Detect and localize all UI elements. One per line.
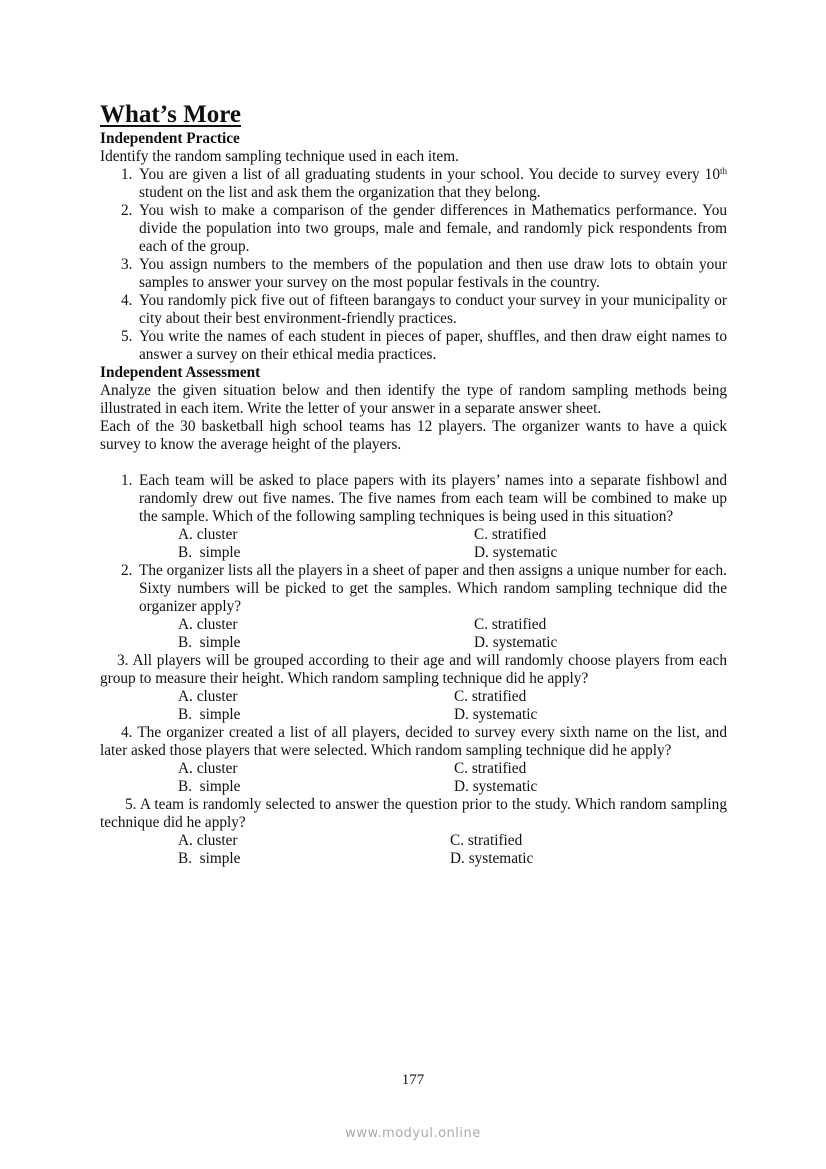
option: C. stratified bbox=[474, 616, 547, 633]
practice-item: 3. You assign numbers to the members of the population and then use draw lots to obtain your samples to answer your survey on the most popular festivals in the country. bbox=[121, 256, 727, 291]
option: D. systematic bbox=[450, 850, 534, 867]
question-1: 1. Each team will be asked to place papers with its players’ names into a separate fishbowl and randomly drew out five names. The five names from each team will be combined to make up the sample. Which of the following sampling techniques is being used in this situation? bbox=[121, 472, 727, 525]
question-2: 2. The organizer lists all the players in a sheet of paper and then assigns a unique number for each. Sixty numbers will be picked to get the samples. Which random sampling technique did the organizer apply? bbox=[121, 562, 727, 615]
watermark: www.modyul.online bbox=[345, 1126, 481, 1141]
assessment-instruction: Analyze the given situation below and then identify the type of random sampling methods being illustrated in each item. Write the letter of your answer in a separate answer sheet. bbox=[100, 382, 727, 417]
question-3: 3. All players will be grouped according to their age and will randomly choose players from each group to measure their height. Which random sampling technique did he apply? bbox=[100, 652, 727, 687]
question-4: 4. The organizer created a list of all players, decided to survey every sixth name on the list, and later asked those players that were selected. Which random sampling technique did he apply? bbox=[100, 724, 727, 759]
practice-item: 4. You randomly pick five out of fifteen barangays to conduct your survey in your municipality or city about their best environment-friendly practices. bbox=[121, 292, 727, 327]
option: B. simple bbox=[178, 634, 241, 651]
question-5: 5. A team is randomly selected to answer the question prior to the study. Which random sampling technique did he apply? bbox=[100, 796, 727, 831]
option: A. cluster bbox=[178, 760, 238, 777]
option: C. stratified bbox=[450, 832, 523, 849]
option: D. systematic bbox=[454, 706, 538, 723]
option: C. stratified bbox=[454, 760, 527, 777]
option: D. systematic bbox=[474, 544, 558, 561]
page-number: 177 bbox=[401, 1072, 425, 1088]
option: A. cluster bbox=[178, 832, 238, 849]
option: B. simple bbox=[178, 706, 241, 723]
option: C. stratified bbox=[454, 688, 527, 705]
option: A. cluster bbox=[178, 688, 238, 705]
question-4-options bbox=[100, 760, 727, 796]
option: D. systematic bbox=[454, 778, 538, 795]
option: B. simple bbox=[178, 544, 241, 561]
option: C. stratified bbox=[474, 526, 547, 543]
option: A. cluster bbox=[178, 526, 238, 543]
section-title: What’s More bbox=[100, 101, 241, 128]
practice-heading: Independent Practice bbox=[100, 130, 240, 147]
assessment-heading: Independent Assessment bbox=[100, 364, 261, 381]
option: A. cluster bbox=[178, 616, 238, 633]
question-3-options bbox=[100, 688, 727, 724]
question-1-options bbox=[100, 526, 727, 562]
practice-item: 1. You are given a list of all graduating students in your school. You decide to survey every 10th student on the list and ask them the organization that they belong. bbox=[121, 166, 727, 201]
assessment-situation: Each of the 30 basketball high school teams has 12 players. The organizer wants to have a quick survey to know the average height of the players. bbox=[100, 418, 727, 453]
option: B. simple bbox=[178, 850, 241, 867]
practice-instruction: Identify the random sampling technique used in each item. bbox=[100, 148, 459, 165]
question-5-options bbox=[100, 832, 727, 868]
question-2-options bbox=[100, 616, 727, 652]
practice-item: 2. You wish to make a comparison of the gender differences in Mathematics performance. You divide the population into two groups, male and female, and randomly pick respondents from each of the group. bbox=[121, 202, 727, 255]
option: B. simple bbox=[178, 778, 241, 795]
practice-item: 5. You write the names of each student in pieces of paper, shuffles, and then draw eight names to answer a survey on their ethical media practices. bbox=[121, 328, 727, 363]
content bbox=[100, 130, 727, 868]
option: D. systematic bbox=[474, 634, 558, 651]
